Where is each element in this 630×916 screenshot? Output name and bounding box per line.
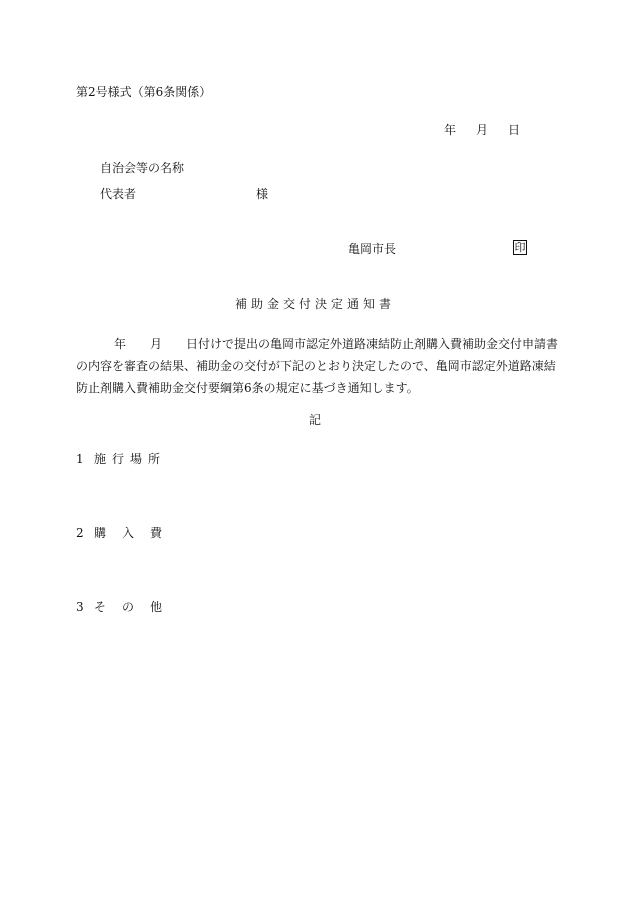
- date-line: [444, 124, 520, 136]
- date-month-label: 月: [476, 123, 489, 137]
- item-label: その他: [94, 600, 179, 614]
- body-line-1: [76, 333, 559, 355]
- body-line-1-text: 日付けで提出の亀岡市認定外道路凍結防止剤購入費補助金交付申請書: [186, 337, 559, 351]
- item-purchase-cost: [76, 527, 178, 539]
- recipient-rep-label: 代表者: [100, 187, 137, 201]
- recipient-honorific: 様: [256, 187, 269, 201]
- seal-mark: 印: [514, 241, 526, 254]
- item-number: 1: [76, 452, 84, 466]
- body-line-3: 防止剤購入費補助金交付要綱第6条の規定に基づき通知します。: [76, 381, 419, 395]
- item-number: 3: [76, 600, 84, 614]
- item-label: 施行場所: [94, 452, 167, 466]
- item-other: [76, 601, 178, 613]
- body-year-label: 年: [114, 337, 127, 351]
- item-number: 2: [76, 526, 84, 540]
- document-title: 補助金交付決定通知書: [234, 297, 395, 311]
- date-day-label: 日: [508, 123, 521, 137]
- item-construction-site: [76, 453, 166, 465]
- body-line-2: の内容を審査の結果、補助金の交付が下記のとおり決定したので、亀岡市認定外道路凍結: [76, 359, 556, 373]
- date-year-label: 年: [444, 123, 457, 137]
- ki-heading: 記: [308, 413, 321, 427]
- body-paragraph: [76, 333, 559, 399]
- form-number: 第2号様式（第6条関係）: [76, 85, 212, 99]
- item-label: 購入費: [94, 526, 179, 540]
- issuer-title: 亀岡市長: [348, 242, 397, 256]
- recipient-org-label: 自治会等の名称: [100, 161, 185, 175]
- body-month-label: 月: [150, 337, 163, 351]
